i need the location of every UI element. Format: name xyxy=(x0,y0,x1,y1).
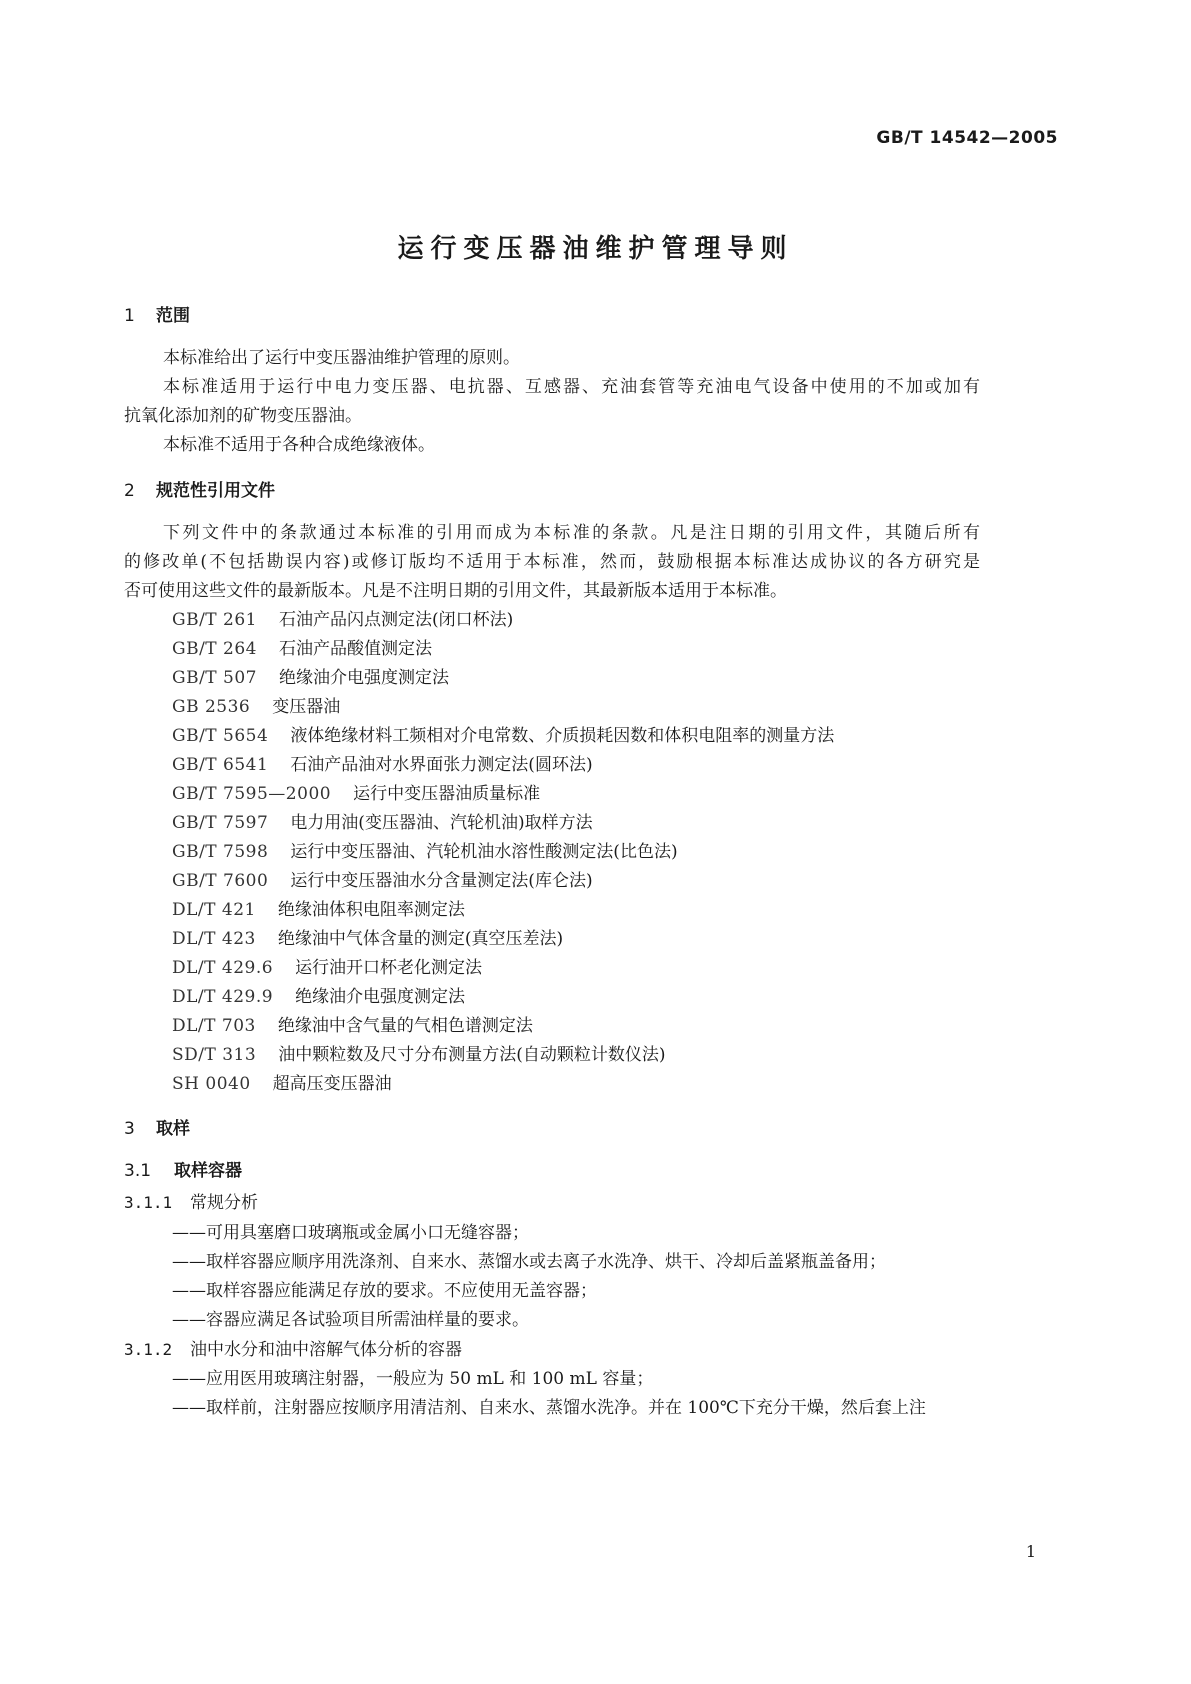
reference-code: GB/T 5654 xyxy=(172,726,269,746)
reference-code: GB/T 6541 xyxy=(172,755,269,775)
reference-title: 电力用油(变压器油、汽轮机油)取样方法 xyxy=(290,813,593,833)
section-number: 3.1.1 xyxy=(124,1193,173,1212)
reference-title: 运行中变压器油、汽轮机油水溶性酸测定法(比色法) xyxy=(290,842,678,862)
reference-title: 运行中变压器油水分含量测定法(库仑法) xyxy=(290,871,593,891)
reference-code: GB/T 507 xyxy=(172,668,257,688)
section-title: 油中水分和油中溶解气体分析的容器 xyxy=(190,1340,462,1360)
reference-code: DL/T 423 xyxy=(172,929,256,949)
list-item: ——容器应满足各试验项目所需油样量的要求。 xyxy=(172,1310,529,1330)
reference-item xyxy=(172,870,593,892)
standard-code: GB/T 14542—2005 xyxy=(876,128,1058,148)
reference-code: GB/T 7598 xyxy=(172,842,269,862)
reference-item xyxy=(172,1015,533,1037)
reference-item xyxy=(172,928,563,950)
section-2-heading xyxy=(124,480,275,502)
document-title: 运行变压器油维护管理导则 xyxy=(397,234,794,264)
page-number: 1 xyxy=(1025,1542,1036,1561)
section-title: 范围 xyxy=(156,306,190,326)
reference-item xyxy=(172,667,449,689)
reference-item xyxy=(172,841,678,863)
reference-item xyxy=(172,957,482,979)
reference-title: 超高压变压器油 xyxy=(272,1074,392,1094)
reference-title: 运行油开口杯老化测定法 xyxy=(295,958,483,978)
list-item: ——应用医用玻璃注射器，一般应为 50 mL 和 100 mL 容量； xyxy=(172,1369,654,1389)
section-title: 规范性引用文件 xyxy=(156,481,275,501)
section-1-heading xyxy=(124,305,190,327)
reference-title: 绝缘油体积电阻率测定法 xyxy=(277,900,465,920)
reference-code: GB 2536 xyxy=(172,697,251,717)
reference-item xyxy=(172,899,465,921)
subsection-3-1-heading xyxy=(124,1160,242,1182)
paragraph: 本标准给出了运行中变压器油维护管理的原则。 xyxy=(163,348,520,368)
reference-item xyxy=(172,812,593,834)
paragraph: 否可使用这些文件的最新版本。凡是不注明日期的引用文件，其最新版本适用于本标准。 xyxy=(124,581,787,601)
reference-code: SD/T 313 xyxy=(172,1045,257,1065)
section-number: 3 xyxy=(124,1119,135,1139)
reference-code: GB/T 7597 xyxy=(172,813,269,833)
reference-title: 液体绝缘材料工频相对介电常数、介质损耗因数和体积电阻率的测量方法 xyxy=(290,726,835,746)
reference-code: SH 0040 xyxy=(172,1074,251,1094)
reference-item xyxy=(172,696,340,718)
paragraph: 本标准适用于运行中电力变压器、电抗器、互感器、充油套管等充油电气设备中使用的不加或加有 xyxy=(163,377,980,397)
reference-code: GB/T 7600 xyxy=(172,871,269,891)
reference-code: GB/T 261 xyxy=(172,610,257,630)
reference-code: DL/T 429.6 xyxy=(172,958,274,978)
reference-title: 石油产品闪点测定法(闭口杯法) xyxy=(279,610,514,630)
paragraph: 下列文件中的条款通过本标准的引用而成为本标准的条款。凡是注日期的引用文件，其随后所有 xyxy=(163,523,980,543)
reference-title: 运行中变压器油质量标准 xyxy=(353,784,541,804)
section-title: 取样 xyxy=(156,1119,190,1139)
reference-item xyxy=(172,725,834,747)
reference-item xyxy=(172,609,513,631)
reference-item xyxy=(172,638,432,660)
section-number: 2 xyxy=(124,481,135,501)
reference-title: 绝缘油介电强度测定法 xyxy=(279,668,449,688)
reference-code: GB/T 7595—2000 xyxy=(172,784,332,804)
subsection-3-1-1-heading xyxy=(124,1192,258,1214)
reference-title: 石油产品酸值测定法 xyxy=(279,639,432,659)
reference-item xyxy=(172,783,540,805)
reference-item xyxy=(172,1044,665,1066)
reference-item xyxy=(172,986,465,1008)
reference-title: 石油产品油对水界面张力测定法(圆环法) xyxy=(290,755,593,775)
section-title: 常规分析 xyxy=(190,1193,258,1213)
paragraph: 的修改单(不包括勘误内容)或修订版均不适用于本标准，然而，鼓励根据本标准达成协议的各方研究是 xyxy=(124,552,980,572)
reference-item xyxy=(172,1073,392,1095)
reference-title: 绝缘油中气体含量的测定(真空压差法) xyxy=(277,929,564,949)
reference-code: DL/T 421 xyxy=(172,900,256,920)
list-item: ——取样容器应顺序用洗涤剂、自来水、蒸馏水或去离子水洗净、烘干、冷却后盖紧瓶盖备用； xyxy=(172,1252,886,1272)
reference-code: DL/T 703 xyxy=(172,1016,256,1036)
reference-code: DL/T 429.9 xyxy=(172,987,274,1007)
section-number: 1 xyxy=(124,306,135,326)
reference-title: 变压器油 xyxy=(272,697,341,717)
list-item: ——取样容器应能满足存放的要求。不应使用无盖容器； xyxy=(172,1281,597,1301)
list-item: ——可用具塞磨口玻璃瓶或金属小口无缝容器； xyxy=(172,1223,529,1243)
paragraph: 抗氧化添加剂的矿物变压器油。 xyxy=(124,406,362,426)
paragraph: 本标准不适用于各种合成绝缘液体。 xyxy=(163,435,435,455)
subsection-3-1-2-heading xyxy=(124,1339,462,1361)
reference-item xyxy=(172,754,593,776)
reference-title: 油中颗粒数及尺寸分布测量方法(自动颗粒计数仪法) xyxy=(278,1045,666,1065)
reference-code: GB/T 264 xyxy=(172,639,257,659)
section-number: 3.1.2 xyxy=(124,1340,173,1359)
reference-title: 绝缘油中含气量的气相色谱测定法 xyxy=(277,1016,533,1036)
section-title: 取样容器 xyxy=(174,1161,242,1181)
section-3-heading xyxy=(124,1118,190,1140)
list-item: ——取样前，注射器应按顺序用清洁剂、自来水、蒸馏水洗净。并在 100℃下充分干燥，然后套上注 xyxy=(172,1398,926,1418)
section-number: 3.1 xyxy=(124,1161,152,1181)
reference-title: 绝缘油介电强度测定法 xyxy=(295,987,466,1007)
